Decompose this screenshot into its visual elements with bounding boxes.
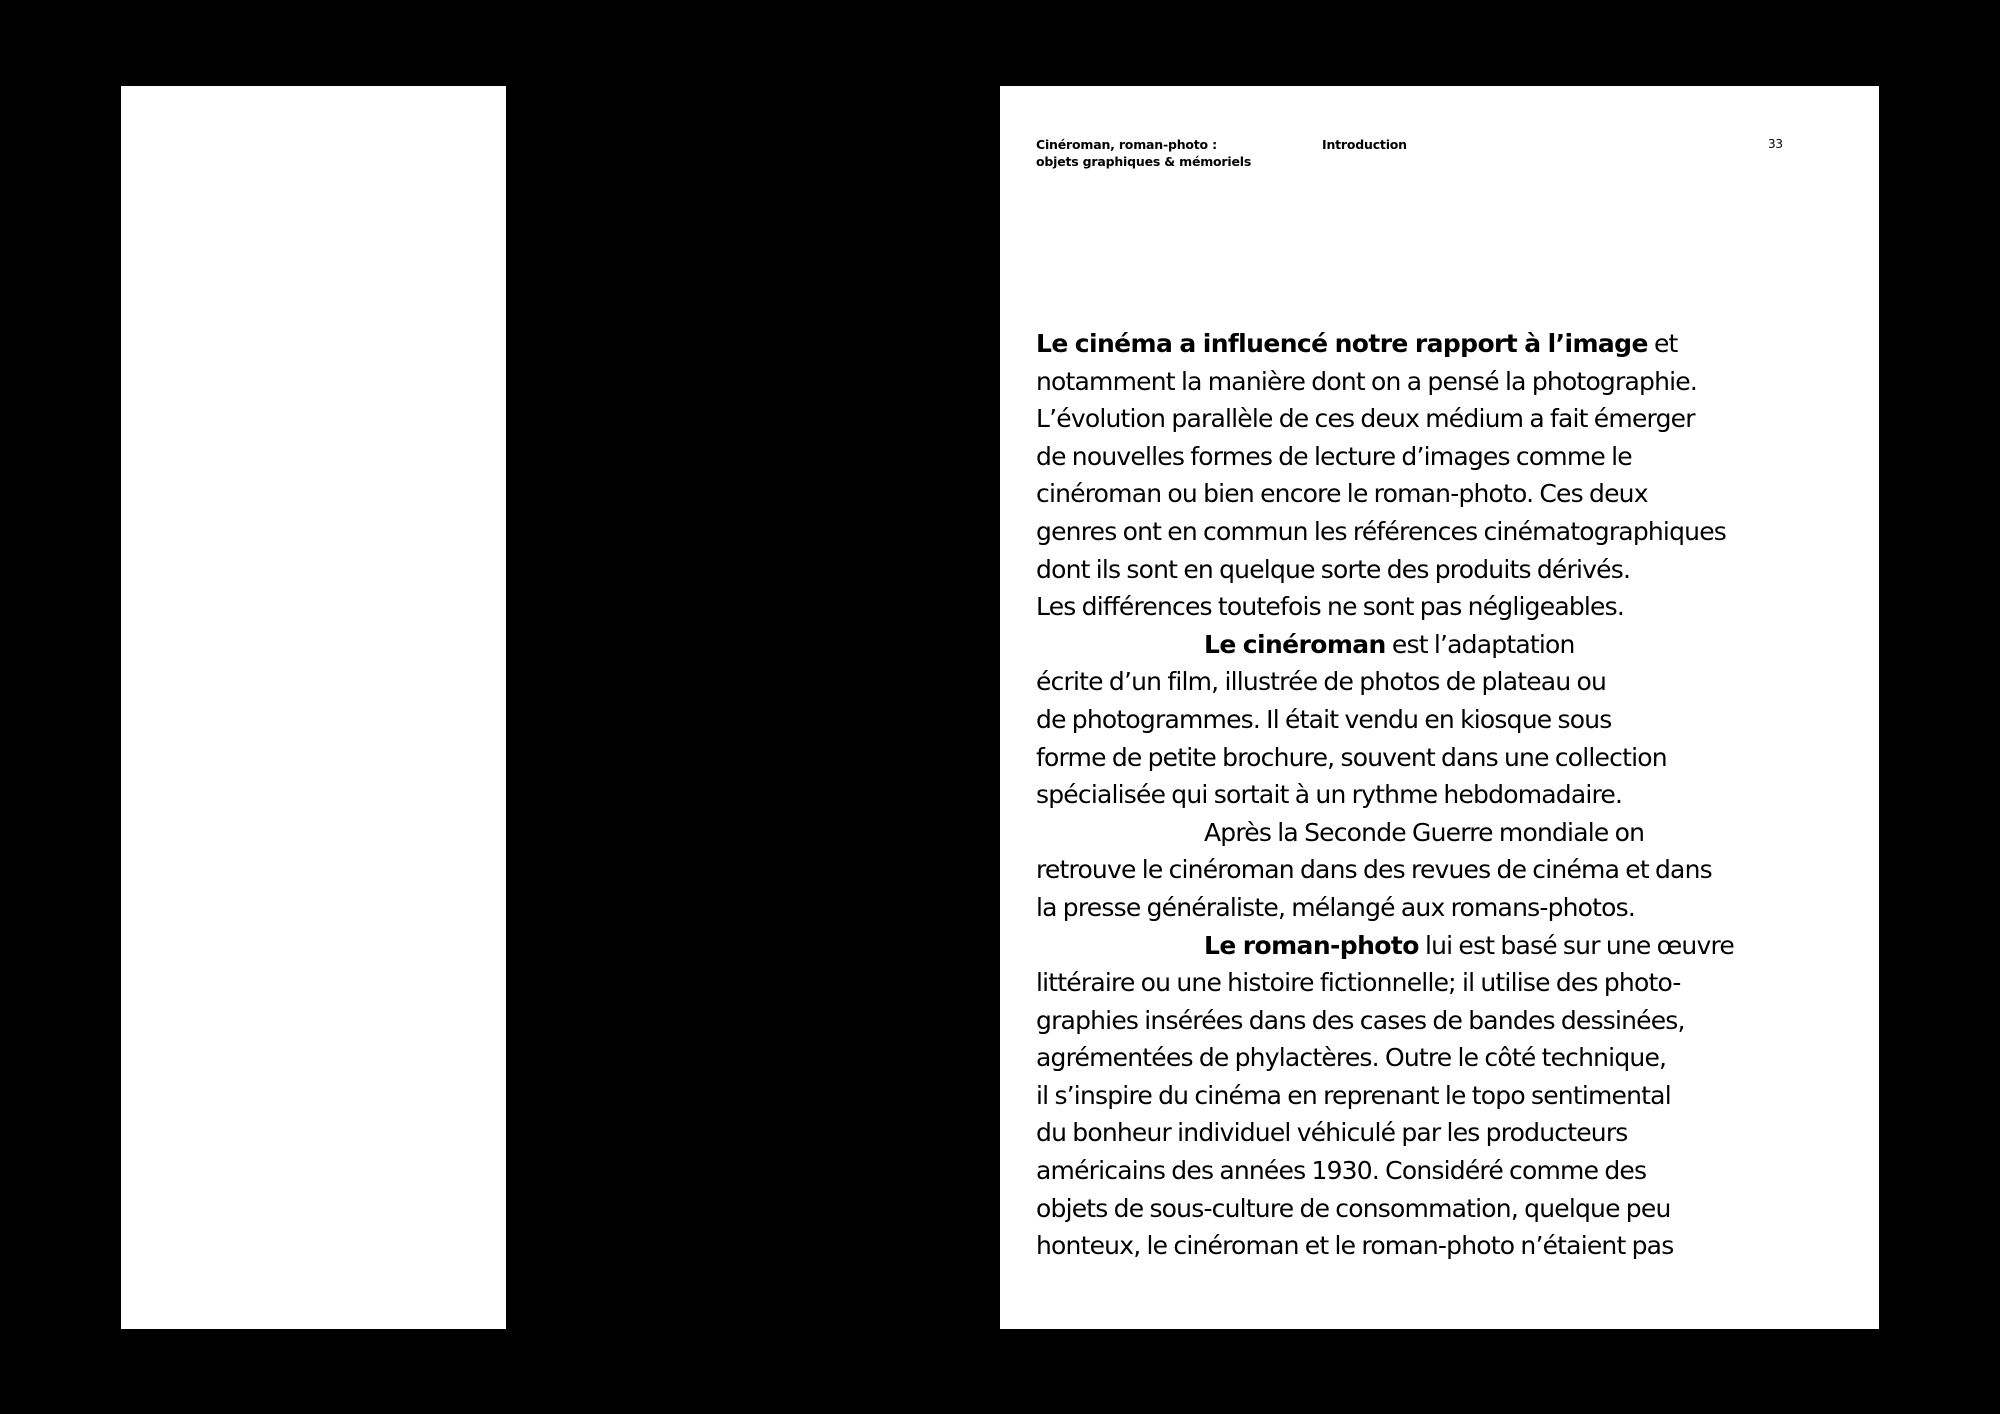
paragraph-4-line-1-rest: lui est basé sur une œuvre: [1418, 930, 1734, 960]
paragraph-3-line: la presse généraliste, mélangé aux romans-photos.: [1036, 892, 1636, 922]
right-page: [1000, 86, 1879, 1329]
paragraph-1-line-1-rest: et: [1647, 329, 1678, 358]
paragraph-1-line: notamment la manière dont on a pensé la photographie.: [1036, 366, 1697, 396]
paragraph-3-line: retrouve le cinéroman dans des revues de cinéma et dans: [1036, 855, 1712, 885]
paragraph-4-line: américains des années 1930. Considéré comme des: [1036, 1156, 1647, 1186]
page-number: 33: [1768, 137, 1783, 151]
paragraph-1-line: L’évolution parallèle de ces deux médium a fait émerger: [1036, 404, 1695, 434]
paragraph-4-lead: Le roman-photo: [1204, 930, 1419, 960]
paragraph-2-line-1: [1036, 626, 1796, 664]
book-spread: [121, 86, 1879, 1329]
left-page-blank: [121, 86, 506, 1329]
paragraph-2-line: forme de petite brochure, souvent dans une collection: [1036, 742, 1667, 772]
book-title-line-2: objets graphiques & mémoriels: [1036, 154, 1252, 169]
paragraph-1-lead: Le cinéma a influencé notre rapport à l’image: [1036, 329, 1648, 358]
paragraph-1-line-1: [1036, 325, 1796, 363]
paragraph-4-line-1: [1036, 927, 1796, 965]
paragraph-2-line: spécialisée qui sortait à un rythme hebdomadaire.: [1036, 780, 1623, 810]
paragraph-2-line: écrite d’un film, illustrée de photos de plateau ou: [1036, 667, 1607, 697]
paragraph-4-line: littéraire ou une histoire fictionnelle; il utilise des photo-: [1036, 968, 1681, 998]
running-head-chapter: Introduction: [1322, 137, 1407, 152]
paragraph-2-line-1-rest: est l’adaptation: [1385, 629, 1575, 659]
paragraph-4-line: il s’inspire du cinéma en reprenant le topo sentimental: [1036, 1080, 1671, 1110]
paragraph-2-line: de photogrammes. Il était vendu en kiosque sous: [1036, 704, 1612, 734]
paragraph-3-line-1: Après la Seconde Guerre mondiale on: [1204, 817, 1645, 847]
paragraph-1-line: de nouvelles formes de lecture d’images comme le: [1036, 441, 1632, 471]
left-page-black-panel: [506, 86, 1000, 1329]
paragraph-4-line: agrémentées de phylactères. Outre le côté technique,: [1036, 1043, 1667, 1073]
paragraph-1-line: dont ils sont en quelque sorte des produits dérivés.: [1036, 554, 1631, 584]
paragraph-4-line: honteux, le cinéroman et le roman-photo n’étaient pas: [1036, 1231, 1674, 1261]
body-text: [1036, 325, 1796, 1265]
paragraph-2-lead: Le cinéroman: [1204, 629, 1386, 659]
paragraph-1-line: genres ont en commun les références cinématographiques: [1036, 516, 1726, 546]
running-head-book-title: [1036, 136, 1276, 170]
paragraph-4-line: du bonheur individuel véhiculé par les producteurs: [1036, 1118, 1628, 1148]
paragraph-1-line: Les différences toutefois ne sont pas négligeables.: [1036, 592, 1625, 622]
book-title-line-1: Cinéroman, roman-photo :: [1036, 137, 1217, 152]
paragraph-4-line: graphies insérées dans des cases de bandes dessinées,: [1036, 1005, 1685, 1035]
paragraph-1-line: cinéroman ou bien encore le roman-photo. Ces deux: [1036, 479, 1648, 509]
paragraph-4-line: objets de sous-culture de consommation, quelque peu: [1036, 1193, 1671, 1223]
